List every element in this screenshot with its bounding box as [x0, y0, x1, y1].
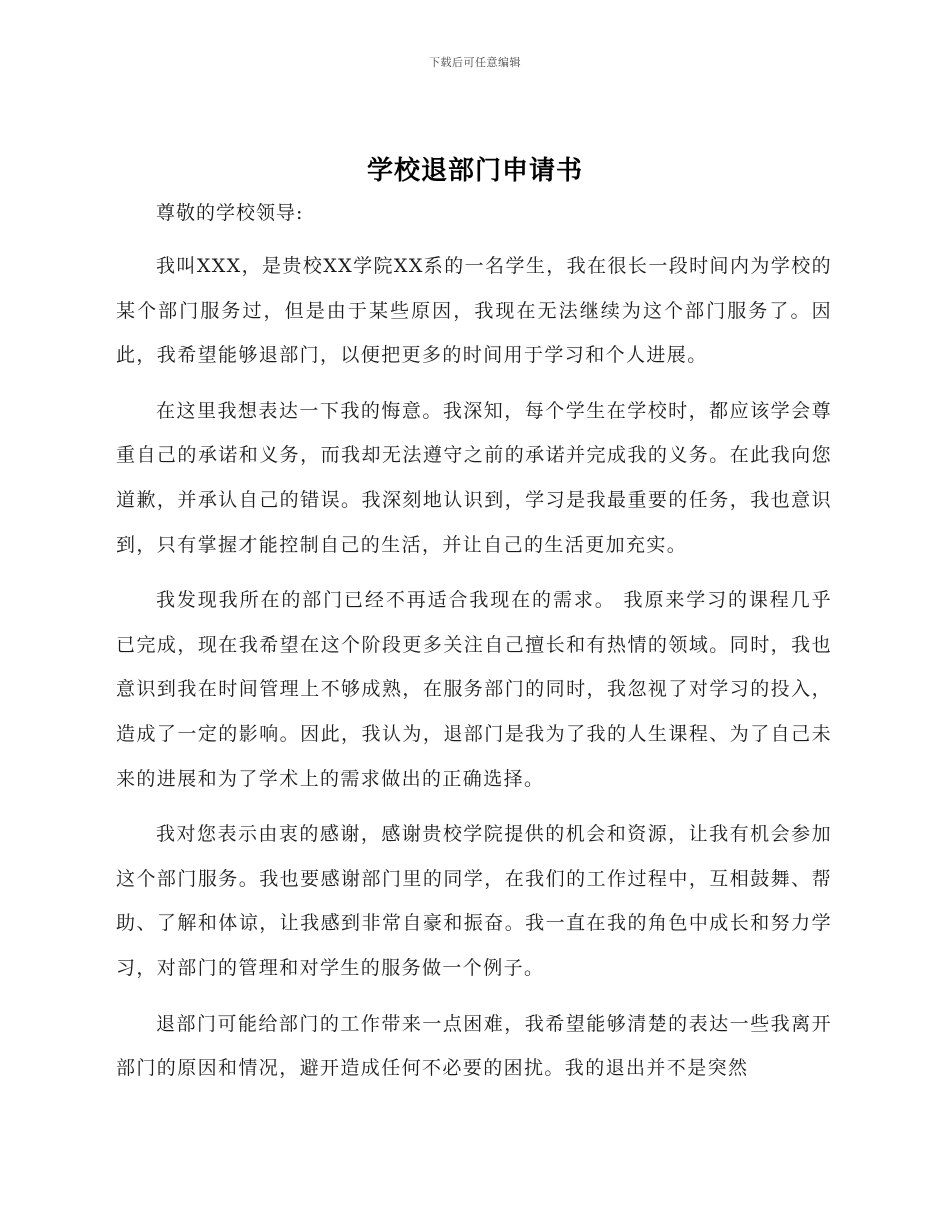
body-paragraph: 我叫XXX，是贵校XX学院XX系的一名学生，我在很长一段时间内为学校的某个部门服务过，但是由于某些原因，我现在无法继续为这个部门服务了。因此，我希望能够退部门，以便把更多的时间用于学习和个人进展。 — [116, 255, 832, 367]
salutation: 尊敬的学校领导: — [156, 202, 304, 224]
body-paragraph: 在这里我想表达一下我的悔意。我深知，每个学生在学校时，都应该学会尊重自己的承诺和义务，而我却无法遵守之前的承诺并完成我的义务。在此我向您道歉，并承认自己的错误。我深刻地认识到，学习是我最重要的任务，我也意识到，只有掌握才能控制自己的生活，并让自己的生活更加充实。 — [116, 399, 832, 556]
header-note: 下载后可任意编辑 — [429, 56, 521, 69]
body-paragraph: 我发现我所在的部门已经不再适合我现在的需求。 我原来学习的课程几乎已完成，现在我希望在这个阶段更多关注自己擅长和有热情的领域。同时，我也意识到我在时间管理上不够成熟，在服务部门的同时，我忽视了对学习的投入，造成了一定的影响。因此，我认为，退部门是我为了我的人生课程、为了自己未来的进展和为了学术上的需求做出的正确选择。 — [116, 589, 832, 790]
document-body — [116, 244, 832, 1102]
body-paragraph: 退部门可能给部门的工作带来一点困难，我希望能够清楚的表达一些我离开部门的原因和情况，避开造成任何不必要的困扰。我的退出并不是突然 — [116, 1012, 832, 1080]
body-paragraph: 我对您表示由衷的感谢，感谢贵校学院提供的机会和资源，让我有机会参加这个部门服务。我也要感谢部门里的同学，在我们的工作过程中，互相鼓舞、帮助、了解和体谅，让我感到非常自豪和振奋。我一直在我的角色中成长和努力学习，对部门的管理和对学生的服务做一个例子。 — [116, 823, 832, 979]
document-title: 学校退部门申请书 — [366, 156, 583, 186]
